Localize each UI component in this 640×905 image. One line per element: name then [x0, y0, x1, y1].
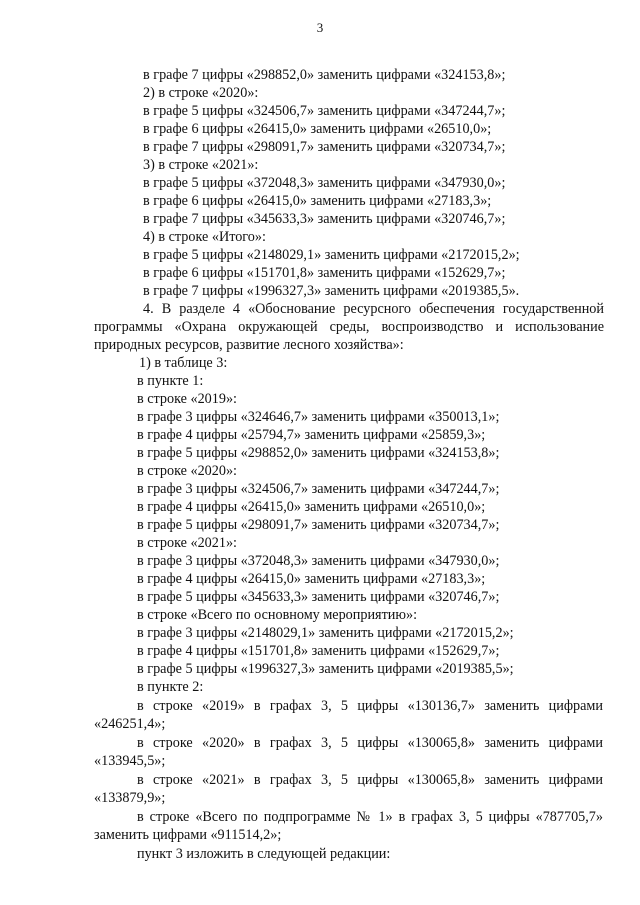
amendment-line: в строке «2021» в графах 3, 5 цифры «130065,8» заменить цифрами: [137, 772, 603, 788]
text-line: 1) в таблице 3:: [139, 355, 228, 371]
text-line: в графе 3 цифры «2148029,1» заменить цифрами «2172015,2»;: [137, 625, 514, 641]
section-heading-line: программы «Охрана окружающей среды, воспроизводство и использование: [94, 319, 604, 335]
text-line: в графе 6 цифры «26415,0» заменить цифрами «27183,3»;: [143, 193, 492, 209]
text-line: 2) в строке «2020»:: [143, 85, 259, 101]
text-line: в графе 3 цифры «324506,7» заменить цифрами «347244,7»;: [137, 481, 500, 497]
text-line: в пункте 1:: [137, 373, 204, 389]
text-line: 4) в строке «Итого»:: [143, 229, 266, 245]
text-line: в графе 5 цифры «298852,0» заменить цифрами «324153,8»;: [137, 445, 500, 461]
text-line: в графе 4 цифры «25794,7» заменить цифрами «25859,3»;: [137, 427, 486, 443]
amendment-line: в строке «2020» в графах 3, 5 цифры «130065,8» заменить цифрами: [137, 735, 603, 751]
text-line: в графе 5 цифры «1996327,3» заменить цифрами «2019385,5»;: [137, 661, 514, 677]
page-number: 3: [316, 20, 324, 35]
text-line: в графе 7 цифры «298852,0» заменить цифрами «324153,8»;: [143, 67, 506, 83]
text-line: в графе 6 цифры «26415,0» заменить цифрами «26510,0»;: [143, 121, 492, 137]
text-line: в графе 5 цифры «2148029,1» заменить цифрами «2172015,2»;: [143, 247, 520, 263]
text-line: в графе 4 цифры «26415,0» заменить цифрами «26510,0»;: [137, 499, 486, 515]
text-line: в графе 4 цифры «151701,8» заменить цифрами «152629,7»;: [137, 643, 500, 659]
text-line: пункт 3 изложить в следующей редакции:: [137, 846, 391, 862]
text-line: в строке «2019»:: [137, 391, 237, 407]
text-line: в строке «2020»:: [137, 463, 237, 479]
amendment-line: «133945,5»;: [94, 753, 166, 769]
text-line: в графе 5 цифры «324506,7» заменить цифрами «347244,7»;: [143, 103, 506, 119]
text-line: в графе 7 цифры «1996327,3» заменить цифрами «2019385,5».: [143, 283, 520, 299]
text-line: в графе 7 цифры «298091,7» заменить цифрами «320734,7»;: [143, 139, 506, 155]
section-heading-line: природных ресурсов, развитие лесного хозяйства»:: [94, 337, 404, 353]
text-line: в строке «Всего по основному мероприятию»:: [137, 607, 418, 623]
text-line: 3) в строке «2021»:: [143, 157, 259, 173]
amendment-line: «246251,4»;: [94, 716, 166, 732]
amendment-line: в строке «2019» в графах 3, 5 цифры «130136,7» заменить цифрами: [137, 698, 603, 714]
text-line: в графе 3 цифры «372048,3» заменить цифрами «347930,0»;: [137, 553, 500, 569]
text-line: в графе 4 цифры «26415,0» заменить цифрами «27183,3»;: [137, 571, 486, 587]
section-heading-line: 4. В разделе 4 «Обоснование ресурсного обеспечения государственной: [143, 301, 604, 317]
text-line: в графе 5 цифры «372048,3» заменить цифрами «347930,0»;: [143, 175, 506, 191]
text-line: в пункте 2:: [137, 679, 204, 695]
amendment-line: заменить цифрами «911514,2»;: [94, 827, 282, 843]
amendment-line: «133879,9»;: [94, 790, 166, 806]
text-line: в графе 6 цифры «151701,8» заменить цифрами «152629,7»;: [143, 265, 506, 281]
amendment-line: в строке «Всего по подпрограмме № 1» в графах 3, 5 цифры «787705,7»: [137, 809, 603, 825]
text-line: в графе 5 цифры «298091,7» заменить цифрами «320734,7»;: [137, 517, 500, 533]
text-line: в строке «2021»:: [137, 535, 237, 551]
text-line: в графе 7 цифры «345633,3» заменить цифрами «320746,7»;: [143, 211, 506, 227]
text-line: в графе 3 цифры «324646,7» заменить цифрами «350013,1»;: [137, 409, 500, 425]
text-line: в графе 5 цифры «345633,3» заменить цифрами «320746,7»;: [137, 589, 500, 605]
